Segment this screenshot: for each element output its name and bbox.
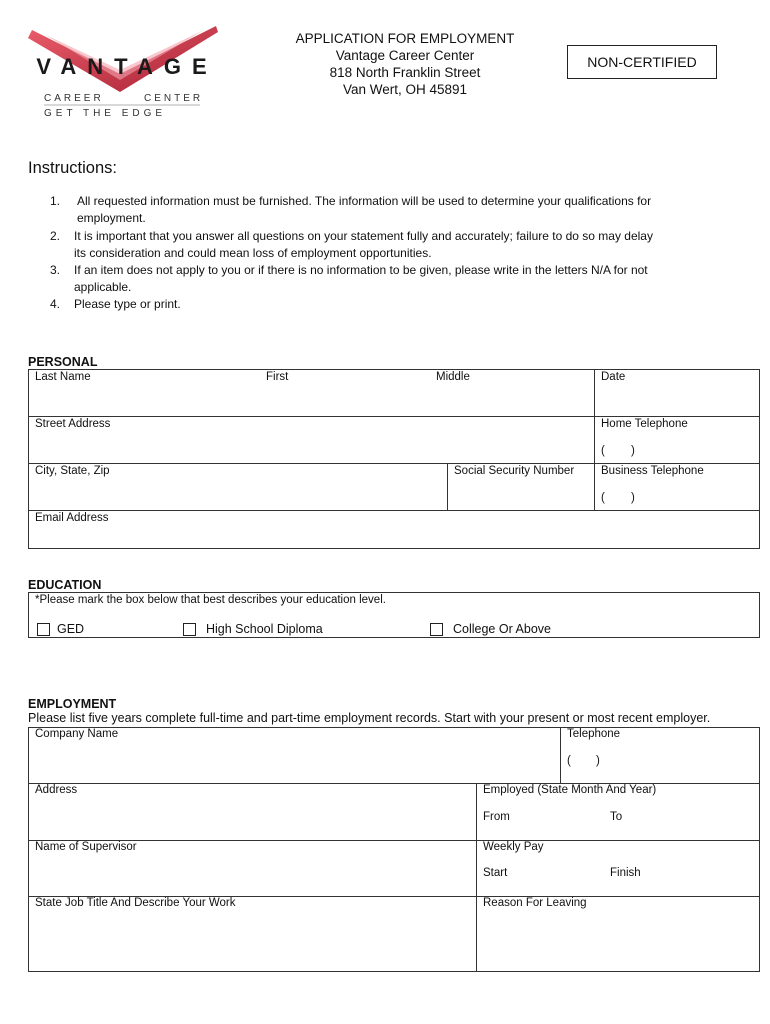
- city-state-zip-label: City, State, Zip: [35, 465, 110, 477]
- org-street: 818 North Franklin Street: [329, 65, 481, 80]
- logo-tagline-center: CENTER: [144, 93, 204, 104]
- employment-note: Please list five years complete full-time and part-time employment records. Start with your present or most recent employer.: [28, 711, 711, 725]
- reason-for-leaving-label: Reason For Leaving: [483, 897, 587, 909]
- ged-checkbox[interactable]: [37, 623, 50, 636]
- org-name: Vantage Career Center: [335, 48, 475, 63]
- to-label: To: [610, 811, 623, 823]
- instruction-number: 1.: [50, 194, 61, 208]
- vantage-logo: [24, 22, 230, 120]
- logo-tagline-edge: GET THE EDGE: [44, 108, 167, 119]
- phone-paren-close: ): [596, 755, 600, 767]
- finish-pay-label: Finish: [610, 867, 641, 879]
- instruction-item: All requested information must be furnished. The information will be used to determine your qualifications for employment.: [77, 194, 652, 226]
- date-label: Date: [601, 371, 626, 383]
- middle-name-label: Middle: [436, 371, 470, 383]
- phone-paren-close: ): [631, 445, 635, 457]
- education-note: *Please mark the box below that best describes your education level.: [35, 594, 386, 606]
- high-school-label: High School Diploma: [206, 622, 323, 636]
- instruction-item: Please type or print.: [74, 297, 181, 311]
- street-address-label: Street Address: [35, 418, 111, 430]
- from-label: From: [483, 811, 510, 823]
- instruction-number: 4.: [50, 297, 61, 311]
- weekly-pay-label: Weekly Pay: [483, 841, 544, 853]
- instruction-item: If an item does not apply to you or if there is no information to be given, please write in the letters N/A for not applicable.: [74, 263, 648, 295]
- employed-dates-label: Employed (State Month And Year): [483, 784, 657, 796]
- ssn-label: Social Security Number: [454, 465, 575, 477]
- form-title: APPLICATION FOR EMPLOYMENT: [295, 31, 515, 46]
- education-section-title: EDUCATION: [28, 578, 102, 592]
- employer-address-label: Address: [35, 784, 78, 796]
- employer-telephone-label: Telephone: [567, 728, 621, 740]
- start-pay-label: Start: [483, 867, 508, 879]
- supervisor-label: Name of Supervisor: [35, 841, 137, 853]
- logo-wordmark: VANTAGE: [36, 54, 218, 79]
- org-city: Van Wert, OH 45891: [342, 82, 468, 97]
- college-label: College Or Above: [453, 622, 551, 636]
- last-name-label: Last Name: [35, 371, 91, 383]
- phone-paren-close: ): [631, 492, 635, 504]
- email-address-label: Email Address: [35, 512, 109, 524]
- instruction-item: It is important that you answer all questions on your statement fully and accurately; failure to do so may delay its consideration and could mean loss of employment opportunities.: [74, 229, 653, 261]
- company-name-label: Company Name: [35, 728, 119, 740]
- logo-tagline-career: CAREER: [44, 93, 104, 104]
- employment-section-title: EMPLOYMENT: [28, 697, 117, 711]
- phone-paren-open: (: [567, 755, 571, 767]
- college-checkbox[interactable]: [430, 623, 443, 636]
- job-title-label: State Job Title And Describe Your Work: [35, 897, 236, 909]
- home-telephone-label: Home Telephone: [601, 418, 688, 430]
- business-telephone-label: Business Telephone: [601, 465, 704, 477]
- first-name-label: First: [266, 371, 289, 383]
- instructions-title: Instructions:: [28, 159, 117, 177]
- ged-label: GED: [57, 622, 85, 636]
- personal-section-title: PERSONAL: [28, 355, 98, 369]
- phone-paren-open: (: [601, 445, 605, 457]
- instruction-number: 3.: [50, 263, 61, 277]
- high-school-checkbox[interactable]: [183, 623, 196, 636]
- phone-paren-open: (: [601, 492, 605, 504]
- instruction-number: 2.: [50, 229, 61, 243]
- non-certified-badge: NON-CERTIFIED: [567, 45, 717, 79]
